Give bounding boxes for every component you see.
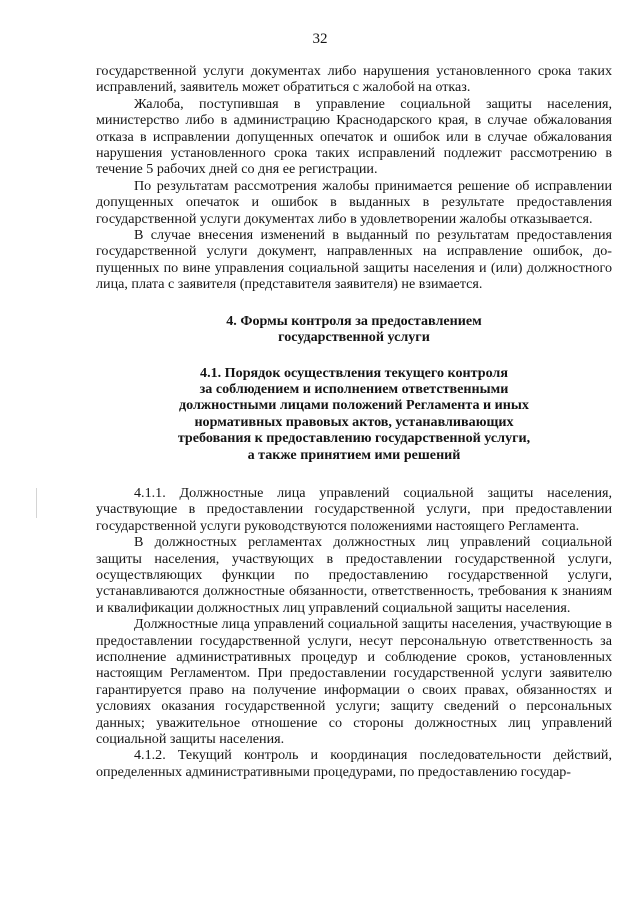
- paragraph-4-1-2: 4.1.2. Текущий контроль и координация последовательности действий, определенных административными процедурами, по предоставлению государ-: [96, 747, 612, 780]
- document-body: [96, 63, 612, 780]
- section-4-1-title-line: требования к предоставлению государственной услуги,: [177, 430, 531, 447]
- paragraph-4-1-1: 4.1.1. Должностные лица управлений социальной защиты населения, участвующие в предоставлении государственной услуги, при предоставлении государственной услуги руководствуются положениями настоящего Регламента.: [96, 484, 612, 534]
- paragraph-complaint-review: Жалоба, поступившая в управление социальной защиты населения, министерство либо в администрацию Краснодарского края, в случае обжалования отказа в исправлении допущенных опечаток и ошибок или в случае обжалования нарушения установленного срока таких исправлений подлежит рассмотрению в течение 5 рабочих дней со дня ее регистрации.: [96, 95, 612, 178]
- section-4-title-line: государственной услуги: [278, 329, 430, 346]
- section-4-1-title-line: а также принятием ими решений: [247, 446, 461, 463]
- paragraph-personal-responsibility: Должностные лица управлений социальной защиты населения, участвующие в предоставлении государственной услуги, несут персональную ответственность за исполнение административных процедур и соблюдение сроков, установленных настоящим Регламентом. При предоставлении государственной услуги заявителю гарантируется право на получение информации о своих правах, обязанностях и условиях оказания государственной услуги; защиту сведений о персональных данных; уважительное отношение со стороны должностных лиц управлений социальной защиты населения.: [96, 616, 612, 748]
- section-4-1-title-line: нормативных правовых актов, устанавливающих: [194, 413, 514, 430]
- paragraph-job-regulations: В должностных регламентах должностных лиц управлений социальной защиты населения, участвующих в предоставлении государственной услуги, осуществляющих функции по предоставлению государственной услуги, устанавливаются должностные обязанности, ответственность, требования к знаниям и квалификации должностных лиц управлений социальной защиты населения.: [96, 534, 612, 616]
- paragraph-continued: государственной услуги документах либо нарушения установленного срока таких исправлений, заявитель может обратиться с жалобой на отказ.: [96, 63, 612, 96]
- section-4-1-heading: [96, 365, 612, 463]
- scan-margin-mark: [36, 488, 37, 518]
- page-number: 32: [312, 31, 328, 47]
- section-4-1-title-line: 4.1. Порядок осуществления текущего контроля: [200, 364, 508, 381]
- section-4-title-line: 4. Формы контроля за предоставлением: [226, 312, 482, 329]
- section-4-heading: [96, 313, 612, 346]
- paragraph-no-fee: В случае внесения изменений в выданный по результатам предоставления государственной услуги документ, направленных на исправление ошибок, допущенных по вине управления социальной защиты населения и (или) должностного лица, плата с заявителя (представителя заявителя) не взимается.: [96, 227, 612, 293]
- section-4-1-title-line: за соблюдением и исполнением ответственными: [199, 380, 509, 397]
- section-4-1-title-line: должностными лицами положений Регламента и иных: [179, 397, 529, 414]
- paragraph-complaint-decision: По результатам рассмотрения жалобы принимается решение об исправлении допущенных опечаток и ошибок в выданных в результате предоставления государственной услуги документах либо в удовлетворении жалобы отказывается.: [96, 177, 612, 227]
